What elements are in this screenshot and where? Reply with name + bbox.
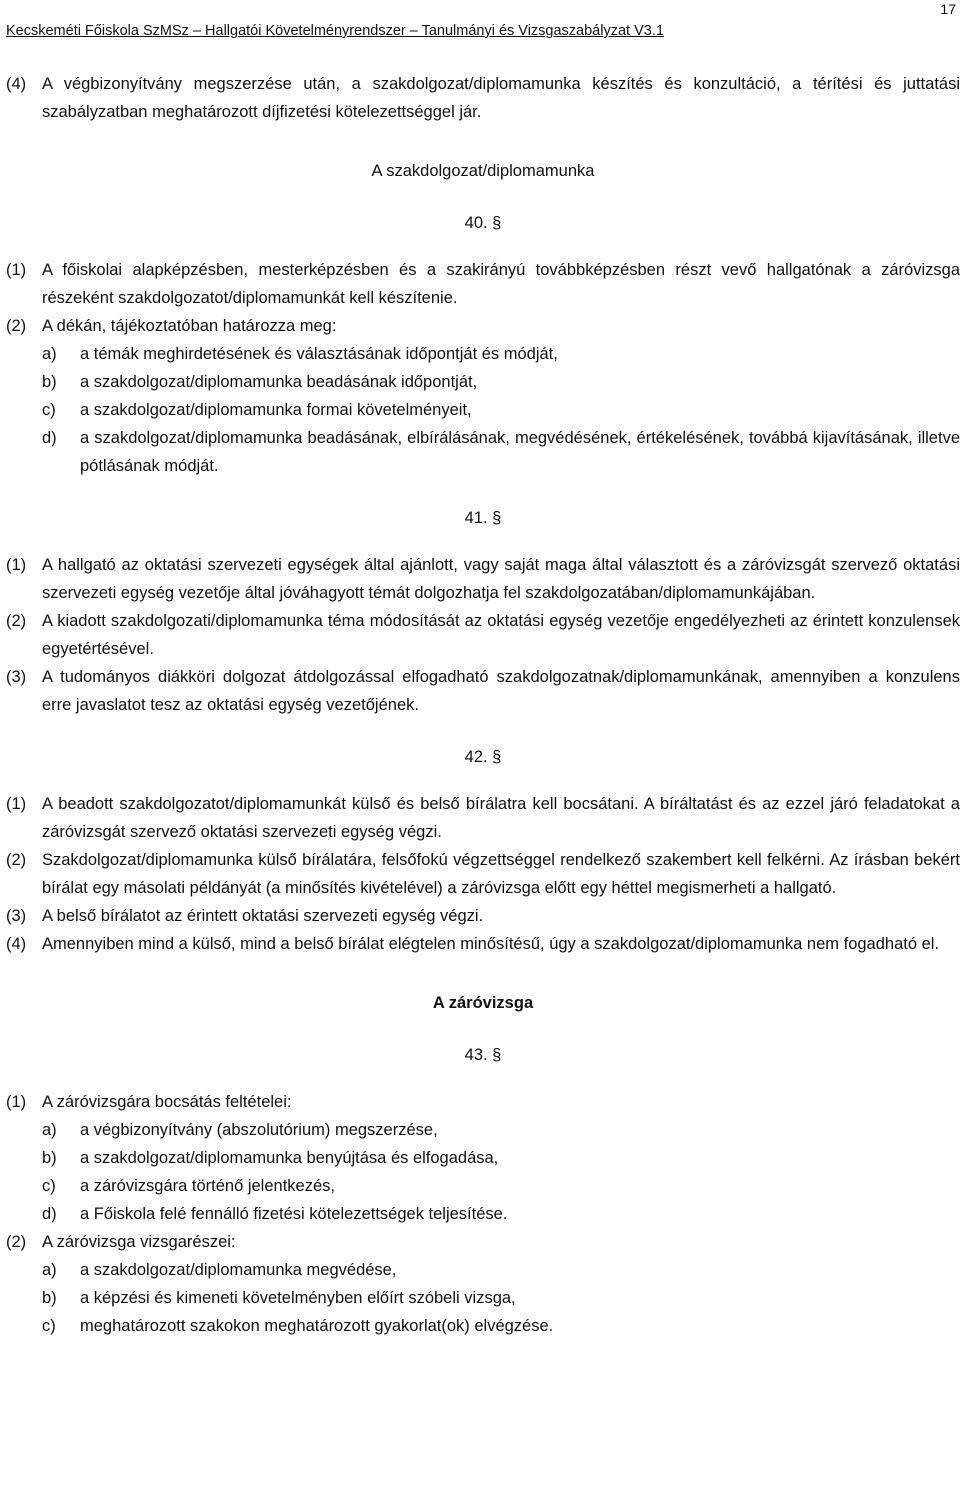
list-text: a végbizonyítvány (abszolutórium) megszerzése, (80, 1121, 438, 1139)
paragraph (6, 1088, 960, 1116)
paragraph-text: A kiadott szakdolgozati/diplomamunka téma módosítását az oktatási egység vezetője engedélyezheti az érintett konzulensek egyetértésével. (42, 612, 960, 658)
list-item (6, 396, 960, 424)
list-text: a szakdolgozat/diplomamunka benyújtása és elfogadása, (80, 1149, 499, 1167)
paragraph-number: (3) (6, 907, 27, 925)
list-item (6, 424, 960, 480)
list-letter: c) (42, 1177, 56, 1195)
list-item (6, 1312, 960, 1340)
list-letter: c) (42, 1317, 56, 1335)
list-item (6, 1116, 960, 1144)
article-heading: 43. § (464, 1046, 502, 1064)
paragraph-text: Amennyiben mind a külső, mind a belső bírálat elégtelen minősítésű, úgy a szakdolgozat/diplomamunka nem fogadható el. (42, 935, 940, 953)
list-letter: a) (42, 1261, 57, 1279)
list-letter: a) (42, 1121, 57, 1139)
section-title: A záróvizsga (432, 994, 534, 1012)
paragraph-number: (4) (6, 935, 27, 953)
paragraph-number: (1) (6, 1093, 27, 1111)
paragraph-text: A záróvizsgára bocsátás feltételei: (42, 1093, 292, 1111)
list-letter: b) (42, 373, 57, 391)
list-text: a szakdolgozat/diplomamunka beadásának időpontját, (80, 373, 478, 391)
paragraph-text: A belső bírálatot az érintett oktatási szervezeti egység végzi. (42, 907, 484, 925)
page-number: 17 (940, 1, 956, 17)
paragraph-text: A záróvizsga vizsgarészei: (42, 1233, 236, 1251)
list-letter: b) (42, 1289, 57, 1307)
paragraph-number: (2) (6, 317, 27, 335)
article-heading: 42. § (464, 748, 502, 766)
list-item (6, 1172, 960, 1200)
paragraph-number: (2) (6, 1233, 27, 1251)
list-text: a szakdolgozat/diplomamunka megvédése, (80, 1261, 397, 1279)
paragraph (6, 256, 960, 312)
article-heading: 40. § (464, 214, 502, 232)
paragraph-text: A végbizonyítvány megszerzése után, a szakdolgozat/diplomamunka készítés és konzultáció, a térítési és juttatási szabályzatban meghatározott díjfizetési kötelezettséggel jár. (42, 75, 960, 121)
list-letter: b) (42, 1149, 57, 1167)
paragraph-text: A beadott szakdolgozatot/diplomamunkát külső és belső bírálatra kell bocsátani. A bíráltatást és az ezzel járó feladatokat a záróvizsgát szervező oktatási szervezeti egység végzi. (42, 795, 960, 841)
list-letter: d) (42, 1205, 57, 1223)
paragraph (6, 551, 960, 607)
list-text: a szakdolgozat/diplomamunka beadásának, elbírálásának, megvédésének, értékelésének, továbbá kijavításának, illetve pótlásának módját. (80, 429, 960, 475)
document-body (6, 70, 960, 1340)
paragraph (6, 902, 960, 930)
list-text: a Főiskola felé fennálló fizetési kötelezettségek teljesítése. (80, 1205, 508, 1223)
paragraph (6, 663, 960, 719)
article-heading: 41. § (464, 509, 502, 527)
list-item (6, 1200, 960, 1228)
header-title: Kecskeméti Főiskola SzMSz – Hallgatói Követelményrendszer – Tanulmányi és Vizsgaszabályzat V3.1 (6, 23, 664, 39)
list-text: a képzési és kimeneti követelményben előírt szóbeli vizsga, (80, 1289, 516, 1307)
list-text: a témák meghirdetésének és választásának időpontját és módját, (80, 345, 558, 363)
paragraph-text: A hallgató az oktatási szervezeti egységek által ajánlott, vagy saját maga által választott és a záróvizsgát szervező oktatási szervezeti egység vezetője által jóváhagyott témát dolgozhatja fel szakdolgozatában/diplomamunkájában. (42, 556, 960, 602)
list-item (6, 368, 960, 396)
list-item (6, 1284, 960, 1312)
list-text: meghatározott szakokon meghatározott gyakorlat(ok) elvégzése. (80, 1317, 554, 1335)
paragraph-text: A főiskolai alapképzésben, mesterképzésben és a szakirányú továbbképzésben részt vevő hallgatónak a záróvizsga részeként szakdolgozatot/diplomamunkát kell készítenie. (42, 261, 960, 307)
paragraph-number: (2) (6, 612, 27, 630)
paragraph (6, 70, 960, 126)
paragraph (6, 312, 960, 340)
list-item (6, 1256, 960, 1284)
paragraph (6, 1228, 960, 1256)
paragraph (6, 846, 960, 902)
list-letter: a) (42, 345, 57, 363)
paragraph-text: A dékán, tájékoztatóban határozza meg: (42, 317, 337, 335)
list-text: a záróvizsgára történő jelentkezés, (80, 1177, 335, 1195)
list-letter: d) (42, 429, 57, 447)
paragraph (6, 607, 960, 663)
paragraph-number: (1) (6, 795, 27, 813)
paragraph-number: (4) (6, 75, 27, 93)
list-text: a szakdolgozat/diplomamunka formai követelményeit, (80, 401, 472, 419)
paragraph-text: A tudományos diákköri dolgozat átdolgozással elfogadható szakdolgozatnak/diplomamunkának, amennyiben a konzulens erre javaslatot tesz az oktatási egység vezetőjének. (42, 668, 960, 714)
list-item (6, 340, 960, 368)
paragraph-number: (1) (6, 261, 27, 279)
list-item (6, 1144, 960, 1172)
paragraph-text: Szakdolgozat/diplomamunka külső bírálatára, felsőfokú végzettséggel rendelkező szakembert kell felkérni. Az írásban bekért bírálat egy másolati példányát (a minősítés kivételével) a záróvizsga előtt egy héttel megismerheti a hallgató. (42, 851, 960, 897)
paragraph (6, 790, 960, 846)
list-letter: c) (42, 401, 56, 419)
paragraph-number: (3) (6, 668, 27, 686)
section-title: A szakdolgozat/diplomamunka (371, 162, 595, 180)
paragraph (6, 930, 960, 958)
running-header (6, 22, 766, 40)
paragraph-number: (1) (6, 556, 27, 574)
paragraph-number: (2) (6, 851, 27, 869)
